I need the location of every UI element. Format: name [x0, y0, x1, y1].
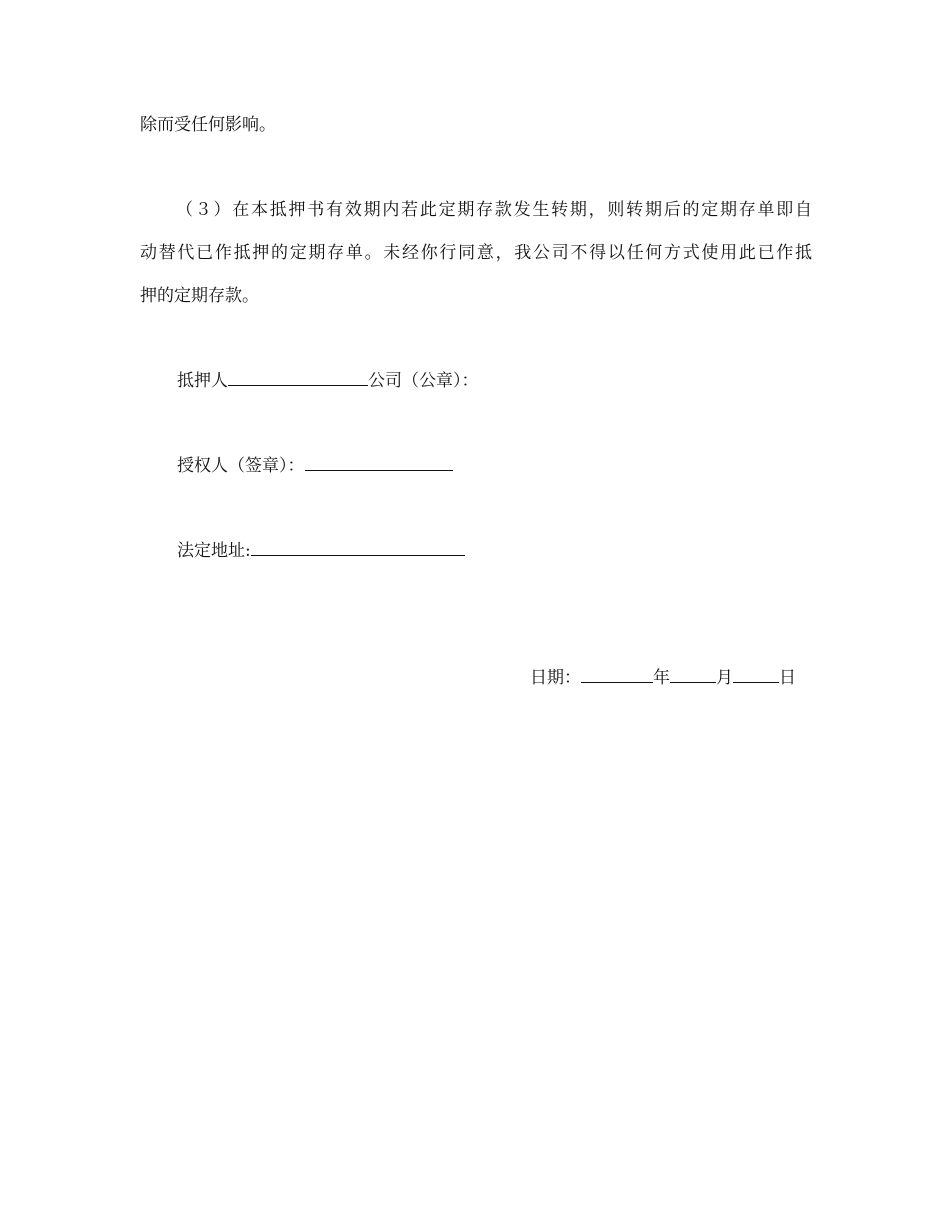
address-label: 法定地址: — [177, 541, 251, 561]
date-year-blank[interactable] — [581, 666, 653, 683]
date-day-blank[interactable] — [733, 666, 779, 683]
authorized-signature-blank[interactable] — [305, 454, 453, 471]
mortgagor-seal-label: 公司（公章）： — [368, 371, 479, 391]
date-month-blank[interactable] — [670, 666, 716, 683]
date-year-label: 年 — [653, 668, 670, 688]
address-blank[interactable] — [251, 539, 465, 556]
clause-3-line-2: 动替代已作抵押的定期存单。未经你行同意，我公司不得以任何方式使用此已作抵 — [140, 243, 812, 263]
address-line — [177, 539, 465, 562]
date-day-label: 日 — [779, 668, 796, 688]
date-label: 日期： — [530, 668, 581, 688]
continuation-text: 除而受任何影响。 — [140, 115, 276, 135]
mortgagor-line — [177, 369, 479, 392]
clause-3-line-3: 押的定期存款。 — [140, 286, 259, 306]
date-line — [530, 666, 796, 689]
mortgagor-label: 抵押人 — [177, 371, 228, 391]
authorized-line — [177, 454, 453, 477]
clause-3-line-1: （３）在本抵押书有效期内若此定期存款发生转期，则转期后的定期存单即自 — [176, 200, 812, 220]
mortgagor-company-blank[interactable] — [228, 369, 368, 386]
authorized-label: 授权人（签章）： — [177, 456, 305, 476]
date-month-label: 月 — [716, 668, 733, 688]
